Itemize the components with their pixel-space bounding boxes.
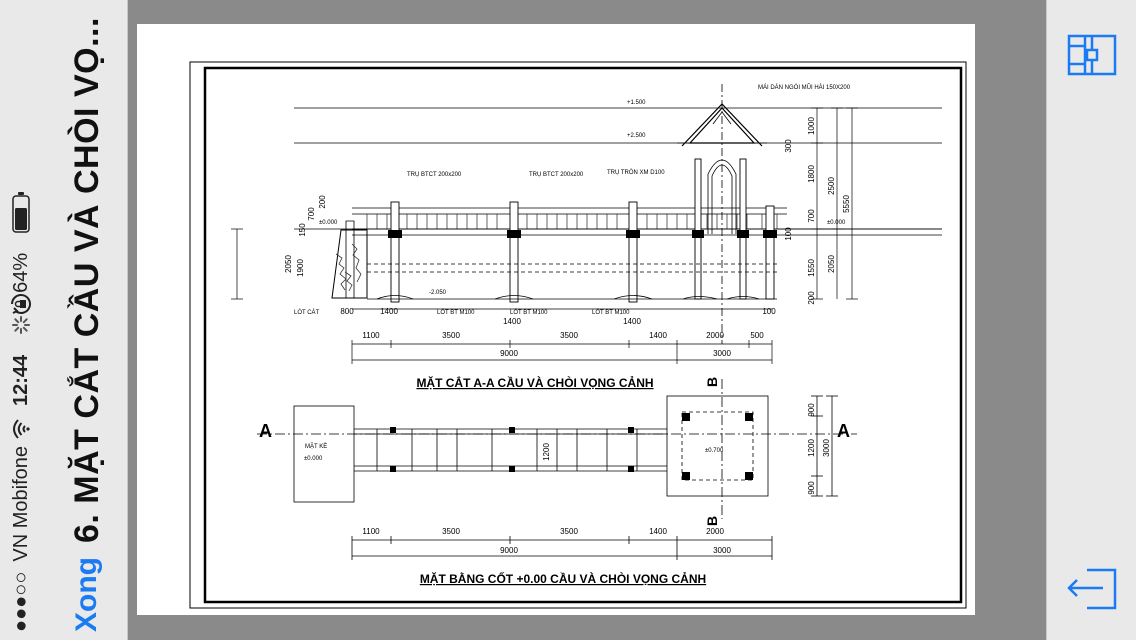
dim-section-total-2: 3000 [713, 349, 731, 358]
label-lot-bt-2: LÓT BT M100 [510, 310, 548, 316]
dim-right-7: 100 [784, 227, 793, 241]
label-post-1: TRỤ BTCT 200x200 [407, 172, 462, 178]
battery-percentage: 64% [9, 252, 32, 293]
dim-plan-2: 3500 [442, 527, 460, 536]
section-mark-b-top: B [704, 376, 720, 387]
dim-section-1: 1100 [362, 331, 380, 340]
dim-right-4: 2500 [827, 177, 836, 195]
dim-section-6: 500 [750, 331, 764, 340]
dim-plan-total-2: 3000 [713, 546, 731, 555]
status-bar [6, 191, 36, 632]
dim-plan-total-1: 9000 [500, 546, 518, 555]
level-neg: -2.050 [429, 290, 447, 296]
dim-plan-mid: 1200 [542, 443, 551, 461]
dim-right-5: 5550 [842, 195, 851, 213]
section-mark-a-right: A [837, 421, 850, 441]
dim-plan-5: 2000 [706, 527, 724, 536]
dim-plan-right-1: 900 [807, 403, 816, 417]
dim-right-8: 1550 [807, 259, 816, 277]
dim-right-1: 1000 [807, 117, 816, 135]
dim-left-2: 1900 [296, 259, 305, 277]
header-rotated-content [0, 0, 128, 640]
wifi-icon [12, 418, 30, 440]
dim-left-1: 2050 [284, 255, 293, 273]
dim-left-5: 200 [318, 195, 327, 209]
dim-left-4: 150 [298, 223, 307, 237]
document-viewer[interactable] [128, 0, 1046, 640]
dim-section-3: 3500 [560, 331, 578, 340]
battery-icon [12, 191, 30, 233]
title-section-view: MẶT CẮT A-A CẦU VÀ CHÒI VỌNG CẢNH [416, 376, 654, 390]
title-plan-view: MẶT BẰNG CỐT +0.00 CẦU VÀ CHÒI VỌNG CẢNH [419, 572, 707, 586]
level-p0700: ±0.700 [705, 448, 724, 454]
cad-drawing [137, 24, 975, 615]
toolbar-right [1046, 0, 1136, 640]
clock: 12:44 [9, 354, 32, 406]
dim-mid-5: 100 [762, 307, 776, 316]
label-round-post: TRỤ TRÒN XM D100 [607, 170, 665, 176]
level-pm000-plan: ±0.000 [304, 456, 323, 462]
dim-mid-2: 1400 [380, 307, 398, 316]
loading-spinner-icon [11, 315, 31, 335]
rotation-lock-icon [10, 293, 32, 315]
dim-section-5: 2000 [706, 331, 724, 340]
level-pm000: ±0.000 [319, 220, 338, 226]
done-button[interactable]: Xong [70, 557, 103, 632]
label-post-2: TRỤ BTCT 200x200 [529, 172, 584, 178]
label-lot-cat: LÓT CÁT [294, 310, 320, 316]
document-page [137, 24, 975, 615]
level-pm000-b: ±0.000 [827, 220, 846, 226]
open-in-app-button[interactable] [1065, 32, 1119, 78]
dim-plan-right-2: 1200 [807, 439, 816, 457]
dim-mid-3: 1400 [503, 317, 521, 326]
level-top-1: +1.500 [627, 100, 646, 106]
dim-section-total-1: 9000 [500, 349, 518, 358]
document-title: 6. MẶT CẮT CẦU VÀ CHÒI VỌ... [67, 17, 106, 543]
label-roof: MÁI DÁN NGÓI MŨI HÀI 150X200 [758, 85, 851, 91]
dim-section-2: 3500 [442, 331, 460, 340]
title-row [52, 17, 122, 632]
signal-strength: ●●●○○ [9, 571, 32, 632]
document-header-bar [0, 0, 128, 640]
dim-plan-right-3: 3000 [822, 439, 831, 457]
dim-right-10: 200 [807, 291, 816, 305]
dim-plan-1: 1100 [362, 527, 380, 536]
dim-right-9: 2050 [827, 255, 836, 273]
dim-plan-right-4: 900 [807, 481, 816, 495]
dim-right-6: 700 [807, 209, 816, 223]
dim-left-3: 700 [307, 207, 316, 221]
label-lot-bt-1: LÓT BT M100 [437, 310, 475, 316]
dim-section-4: 1400 [649, 331, 667, 340]
label-lot-bt-3: LÓT BT M100 [592, 310, 630, 316]
carrier-name: VN Mobifone [9, 445, 32, 562]
share-button[interactable] [1065, 566, 1119, 612]
section-mark-b-bottom: B [704, 515, 720, 526]
label-mat-ke: MẶT KÈ [305, 444, 328, 450]
dim-right-2: 300 [784, 139, 793, 153]
dim-mid-1: 800 [340, 307, 354, 316]
briefcase-icon [1069, 36, 1115, 74]
dim-right-3: 1800 [807, 165, 816, 183]
section-mark-a-left: A [259, 421, 272, 441]
export-icon [1069, 570, 1115, 608]
dim-plan-3: 3500 [560, 527, 578, 536]
dim-plan-4: 1400 [649, 527, 667, 536]
dim-mid-4: 1400 [623, 317, 641, 326]
level-top-2: +2.500 [627, 133, 646, 139]
